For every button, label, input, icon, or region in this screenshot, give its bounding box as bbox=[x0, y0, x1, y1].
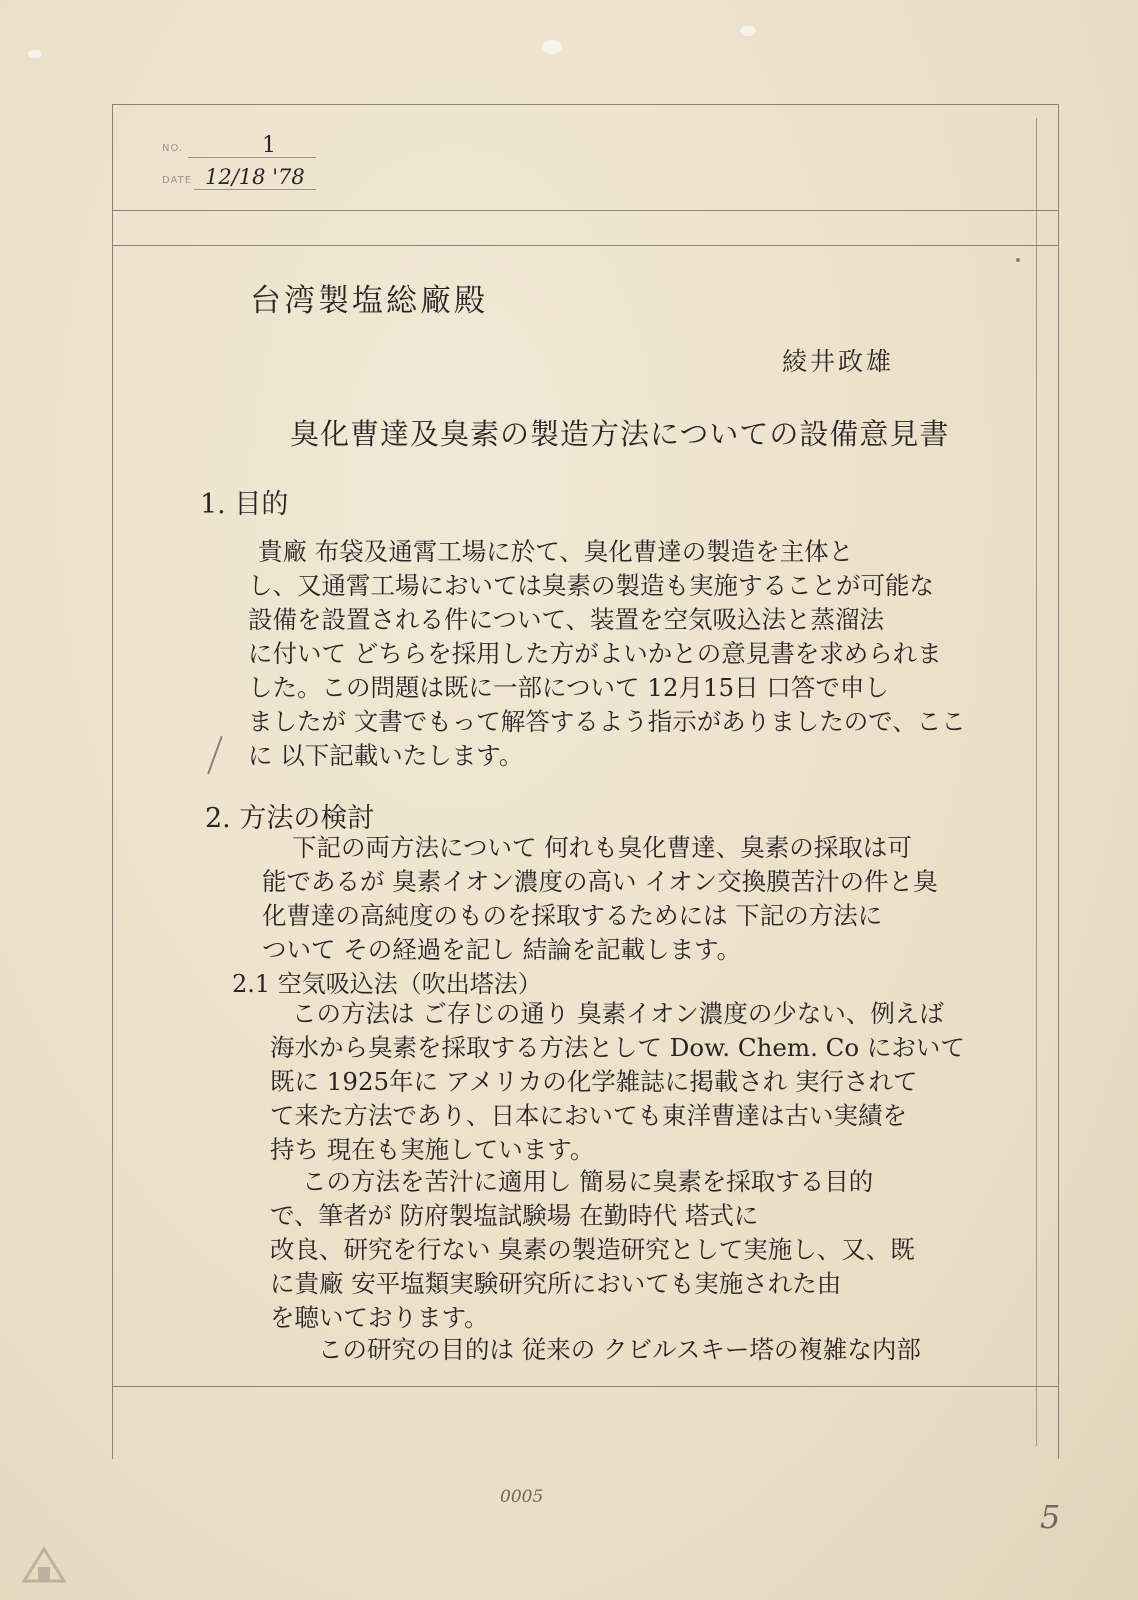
sender-name: 綾井政雄 bbox=[782, 347, 895, 376]
punch-hole-right bbox=[740, 26, 756, 36]
text-line: この研究の目的は 従来の クビルスキー塔の複雑な内部 bbox=[318, 1335, 921, 1364]
no-underline bbox=[188, 157, 316, 158]
form-margin-line bbox=[1036, 118, 1037, 1446]
archive-stamp-number: 0005 bbox=[500, 1487, 544, 1507]
section-heading-air-blowing: 2.1 空気吸込法（吹出塔法） bbox=[232, 970, 542, 998]
text-line: 能であるが 臭素イオン濃度の高い イオン交換膜苦汁の件と臭 bbox=[262, 867, 938, 896]
document-title: 臭化曹達及臭素の製造方法についての設備意見書 bbox=[290, 417, 950, 451]
punch-hole-center bbox=[542, 40, 562, 54]
text-line: ましたが 文書でもって解答するよう指示がありましたので、ここ bbox=[248, 707, 966, 736]
text-line: を聴いております。 bbox=[270, 1303, 489, 1332]
text-line: に付いて どちらを採用した方がよいかとの意見書を求められま bbox=[248, 639, 942, 668]
no-label: NO. bbox=[162, 143, 184, 154]
text-line: 改良、研究を行ない 臭素の製造研究として実施し、又、既 bbox=[270, 1235, 915, 1264]
section-heading-method-review: 2. 方法の検討 bbox=[205, 803, 375, 834]
text-line: て来た方法であり、日本においても東洋曹達は古い実績を bbox=[270, 1101, 907, 1130]
header-rule-1 bbox=[112, 210, 1059, 211]
archive-logo-icon bbox=[20, 1545, 68, 1585]
text-line: に 以下記載いたします。 bbox=[248, 741, 524, 770]
text-line: した。この問題は既に一部について 12月15日 口答で申し bbox=[248, 673, 889, 702]
text-line: し、又通霄工場においては臭素の製造も実施することが可能な bbox=[248, 571, 934, 600]
text-line: 海水から臭素を採取する方法として Dow. Chem. Co において bbox=[270, 1033, 965, 1062]
text-line: ついて その経過を記し 結論を記載します。 bbox=[262, 935, 742, 964]
punch-hole-left bbox=[28, 50, 42, 58]
form-frame-right bbox=[1058, 104, 1059, 1459]
margin-mark bbox=[1016, 258, 1020, 262]
section-heading-purpose: 1. 目的 bbox=[200, 489, 289, 520]
document-number: 1 bbox=[262, 133, 276, 158]
form-frame-top bbox=[112, 104, 1059, 105]
text-line: に貴廠 安平塩類実験研究所においても実施された由 bbox=[270, 1269, 842, 1298]
footer-rule bbox=[112, 1386, 1059, 1387]
header-rule-2 bbox=[112, 245, 1059, 246]
date-label: DATE bbox=[162, 175, 193, 186]
text-line: 持ち 現在も実施しています。 bbox=[270, 1135, 595, 1164]
form-frame-left bbox=[112, 104, 113, 1459]
text-line: この方法は ご存じの通り 臭素イオン濃度の少ない、例えば bbox=[292, 999, 944, 1028]
date-underline bbox=[194, 189, 316, 190]
text-line: 化曹達の高純度のものを採取するためには 下記の方法に bbox=[262, 901, 883, 930]
page-number: 5 bbox=[1040, 1498, 1061, 1536]
text-line: 既に 1925年に アメリカの化学雑誌に掲載され 実行されて bbox=[270, 1067, 918, 1096]
addressee: 台湾製塩総廠殿 bbox=[250, 283, 488, 319]
text-line: 設備を設置される件について、装置を空気吸込法と蒸溜法 bbox=[248, 605, 885, 634]
document-date: 12/18 '78 bbox=[205, 165, 305, 189]
text-line: この方法を苦汁に適用し 簡易に臭素を採取する目的 bbox=[302, 1167, 874, 1196]
text-line: 貴廠 布袋及通霄工場に於て、臭化曹達の製造を主体と bbox=[258, 537, 854, 566]
text-line: 下記の両方法について 何れも臭化曹達、臭素の採取は可 bbox=[292, 833, 912, 862]
text-line: で、筆者が 防府製塩試験場 在勤時代 塔式に bbox=[270, 1201, 759, 1230]
